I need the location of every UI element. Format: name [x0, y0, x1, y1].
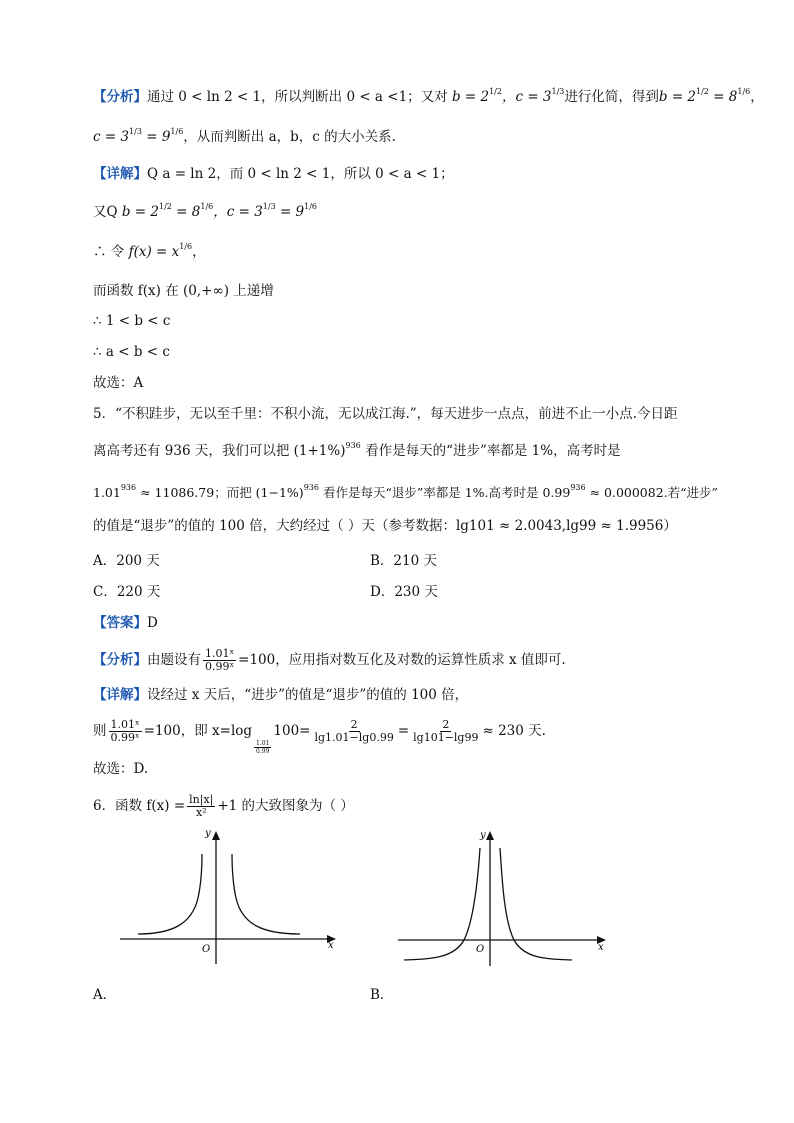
- q5-line-3: [93, 484, 718, 504]
- detail-text: Q a = ln 2，而 0 < ln 2 < 1，所以 0 < a < 1；: [147, 166, 454, 182]
- exp: 1/6: [170, 127, 184, 136]
- analysis-line-2: [93, 128, 396, 148]
- option-c: C．220 天: [93, 584, 161, 600]
- frac-den: x²: [195, 806, 207, 819]
- expr-b: b = 2: [451, 89, 490, 105]
- analysis-tag: 【分析】: [93, 89, 147, 105]
- frac-den: lg101−lg99: [413, 731, 479, 744]
- fraction: [203, 648, 236, 673]
- analysis-q5: [93, 648, 566, 673]
- frac-num: 1.01ˣ: [110, 718, 140, 731]
- origin-label: O: [476, 944, 485, 955]
- fig-b-label: B．: [370, 987, 394, 1003]
- detail-text: ∴ 令: [93, 244, 125, 260]
- choice-line: 故选：A: [93, 375, 144, 391]
- q5-text: 看作是每天“退步”率都是 1%.高考时是 0.99: [318, 485, 571, 500]
- detail-text: 设经过 x 天后，“进步”的值是“退步”的值的 100 倍，: [147, 687, 469, 703]
- analysis-text: =100，应用指对数互化及对数的运算性质求 x 值即可.: [238, 652, 566, 668]
- analysis-text: 进行化简，得到: [564, 89, 659, 105]
- fig-a-label: A．: [93, 987, 117, 1003]
- frac-num: 2: [442, 718, 450, 731]
- q5-line-4: 的值是“退步”的值的 100 倍，大约经过（ ）天（参考数据：lg101 ≈ 2.0043,lg99 ≈ 1.9956）: [93, 518, 677, 534]
- frac-num: 1.01ˣ: [205, 647, 235, 660]
- expr-c: ，c = 3: [213, 204, 263, 220]
- q5-text: ≈ 0.000082.若“进步”: [585, 485, 718, 500]
- expr: = 9: [275, 204, 305, 220]
- expr: = 9: [141, 129, 171, 145]
- q6-text: 6．函数 f(x) =: [93, 798, 186, 814]
- log-base: [254, 740, 271, 755]
- exp: 1/6: [179, 242, 193, 251]
- detail-text: 100=: [273, 723, 311, 739]
- q5-text: 看作是每天的“进步”率都是 1%，高考时是: [360, 443, 621, 459]
- option-b: B．210 天: [370, 553, 437, 569]
- curve-right: [500, 848, 572, 960]
- x-label: x: [598, 942, 604, 953]
- fraction: [313, 719, 396, 744]
- expr: = 8: [708, 89, 738, 105]
- y-label: y: [480, 830, 486, 841]
- curve-left: [404, 848, 480, 960]
- expr-b: b = 2: [121, 204, 159, 220]
- exp: 936: [345, 441, 361, 450]
- detail-q5-1: [93, 686, 468, 704]
- q6-text: +1 的大致图象为（ ）: [217, 798, 354, 814]
- expr-c: c = 3: [93, 129, 130, 145]
- y-arrow-icon: [212, 831, 220, 840]
- x-label: x: [328, 940, 334, 951]
- frac-num: 2: [350, 718, 358, 731]
- y-arrow-icon: [486, 831, 494, 840]
- analysis-line-1: [93, 88, 764, 108]
- detail-text: 又Q: [93, 204, 118, 220]
- detail-line-4: 而函数 f(x) 在 (0,+∞) 上递增: [93, 283, 274, 299]
- detail-tag: 【详解】: [93, 166, 147, 182]
- punct: ，: [192, 244, 206, 260]
- curve-right: [232, 854, 300, 934]
- detail-line-2: [93, 203, 317, 223]
- frac-den: lg1.01−lg0.99: [314, 731, 394, 744]
- exp: 1/3: [551, 87, 565, 96]
- expr-b: b = 2: [658, 89, 697, 105]
- exp: 1/6: [304, 202, 318, 211]
- exp: 1/2: [696, 87, 709, 96]
- punct: ，: [750, 89, 764, 105]
- detail-q5-3: 故选：D.: [93, 761, 149, 777]
- exp: 936: [570, 483, 586, 492]
- y-label: y: [205, 828, 211, 839]
- detail-text: =: [397, 723, 410, 739]
- exp: 1/6: [737, 87, 751, 96]
- analysis-tag: 【分析】: [93, 652, 147, 668]
- exp: 1/6: [200, 202, 214, 211]
- frac-den: 0.99: [256, 748, 270, 755]
- answer-value: D: [147, 615, 158, 631]
- detail-line-5: ∴ 1 < b < c: [93, 313, 171, 329]
- answer-tag: 【答案】: [93, 615, 147, 631]
- graph-b: [392, 828, 622, 978]
- exp: 1/2: [159, 202, 172, 211]
- frac-den: 0.99ˣ: [110, 731, 140, 744]
- exp: 1/2: [489, 87, 502, 96]
- frac-num: 1.01: [256, 740, 270, 747]
- expr: = 8: [171, 204, 201, 220]
- expr-c: ，c = 3: [501, 89, 552, 105]
- answer-line: [93, 614, 158, 632]
- q5-text: 离高考还有 936 天，我们可以把 (1+1%): [93, 443, 346, 459]
- detail-line-1: [93, 165, 454, 183]
- option-a: A．200 天: [93, 553, 160, 569]
- exp: 936: [303, 483, 319, 492]
- q5-line-2: [93, 442, 621, 462]
- detail-line-3: [93, 243, 206, 263]
- detail-text: 则: [93, 723, 107, 739]
- fraction: [109, 719, 142, 744]
- fraction: [187, 794, 215, 819]
- q5-line-1: 5．“不积跬步，无以至千里：不积小流，无以成江海.”，每天进步一点点，前进不止一小点.今日距: [93, 406, 678, 422]
- exp: 1/3: [129, 127, 142, 136]
- origin-label: O: [202, 944, 211, 955]
- analysis-text: ，从而判断出 a，b，c 的大小关系.: [183, 129, 396, 145]
- q5-text: ≈ 11086.79；而把 (1−1%): [136, 485, 304, 500]
- exp: 936: [120, 483, 137, 492]
- q6-line: [93, 794, 354, 819]
- exp: 1/3: [262, 202, 276, 211]
- detail-line-6: ∴ a < b < c: [93, 344, 170, 360]
- detail-text: =100，即 x=log: [143, 723, 253, 739]
- detail-q5-2: [93, 719, 546, 755]
- detail-tag: 【详解】: [93, 687, 147, 703]
- expr-fx: f(x) = x: [128, 244, 180, 260]
- option-d: D．230 天: [370, 584, 438, 600]
- frac-num: ln|x|: [189, 793, 214, 806]
- frac-den: 0.99ˣ: [205, 660, 235, 673]
- graph-a: [112, 828, 342, 968]
- curve-left: [138, 854, 202, 934]
- analysis-text: 通过 0 < ln 2 < 1，所以判断出 0 < a <1；又对: [147, 89, 448, 105]
- detail-text: ≈ 230 天.: [482, 723, 546, 739]
- fraction: [411, 719, 480, 744]
- analysis-text: 由题设有: [147, 652, 201, 668]
- q5-text: 1.01: [93, 485, 121, 500]
